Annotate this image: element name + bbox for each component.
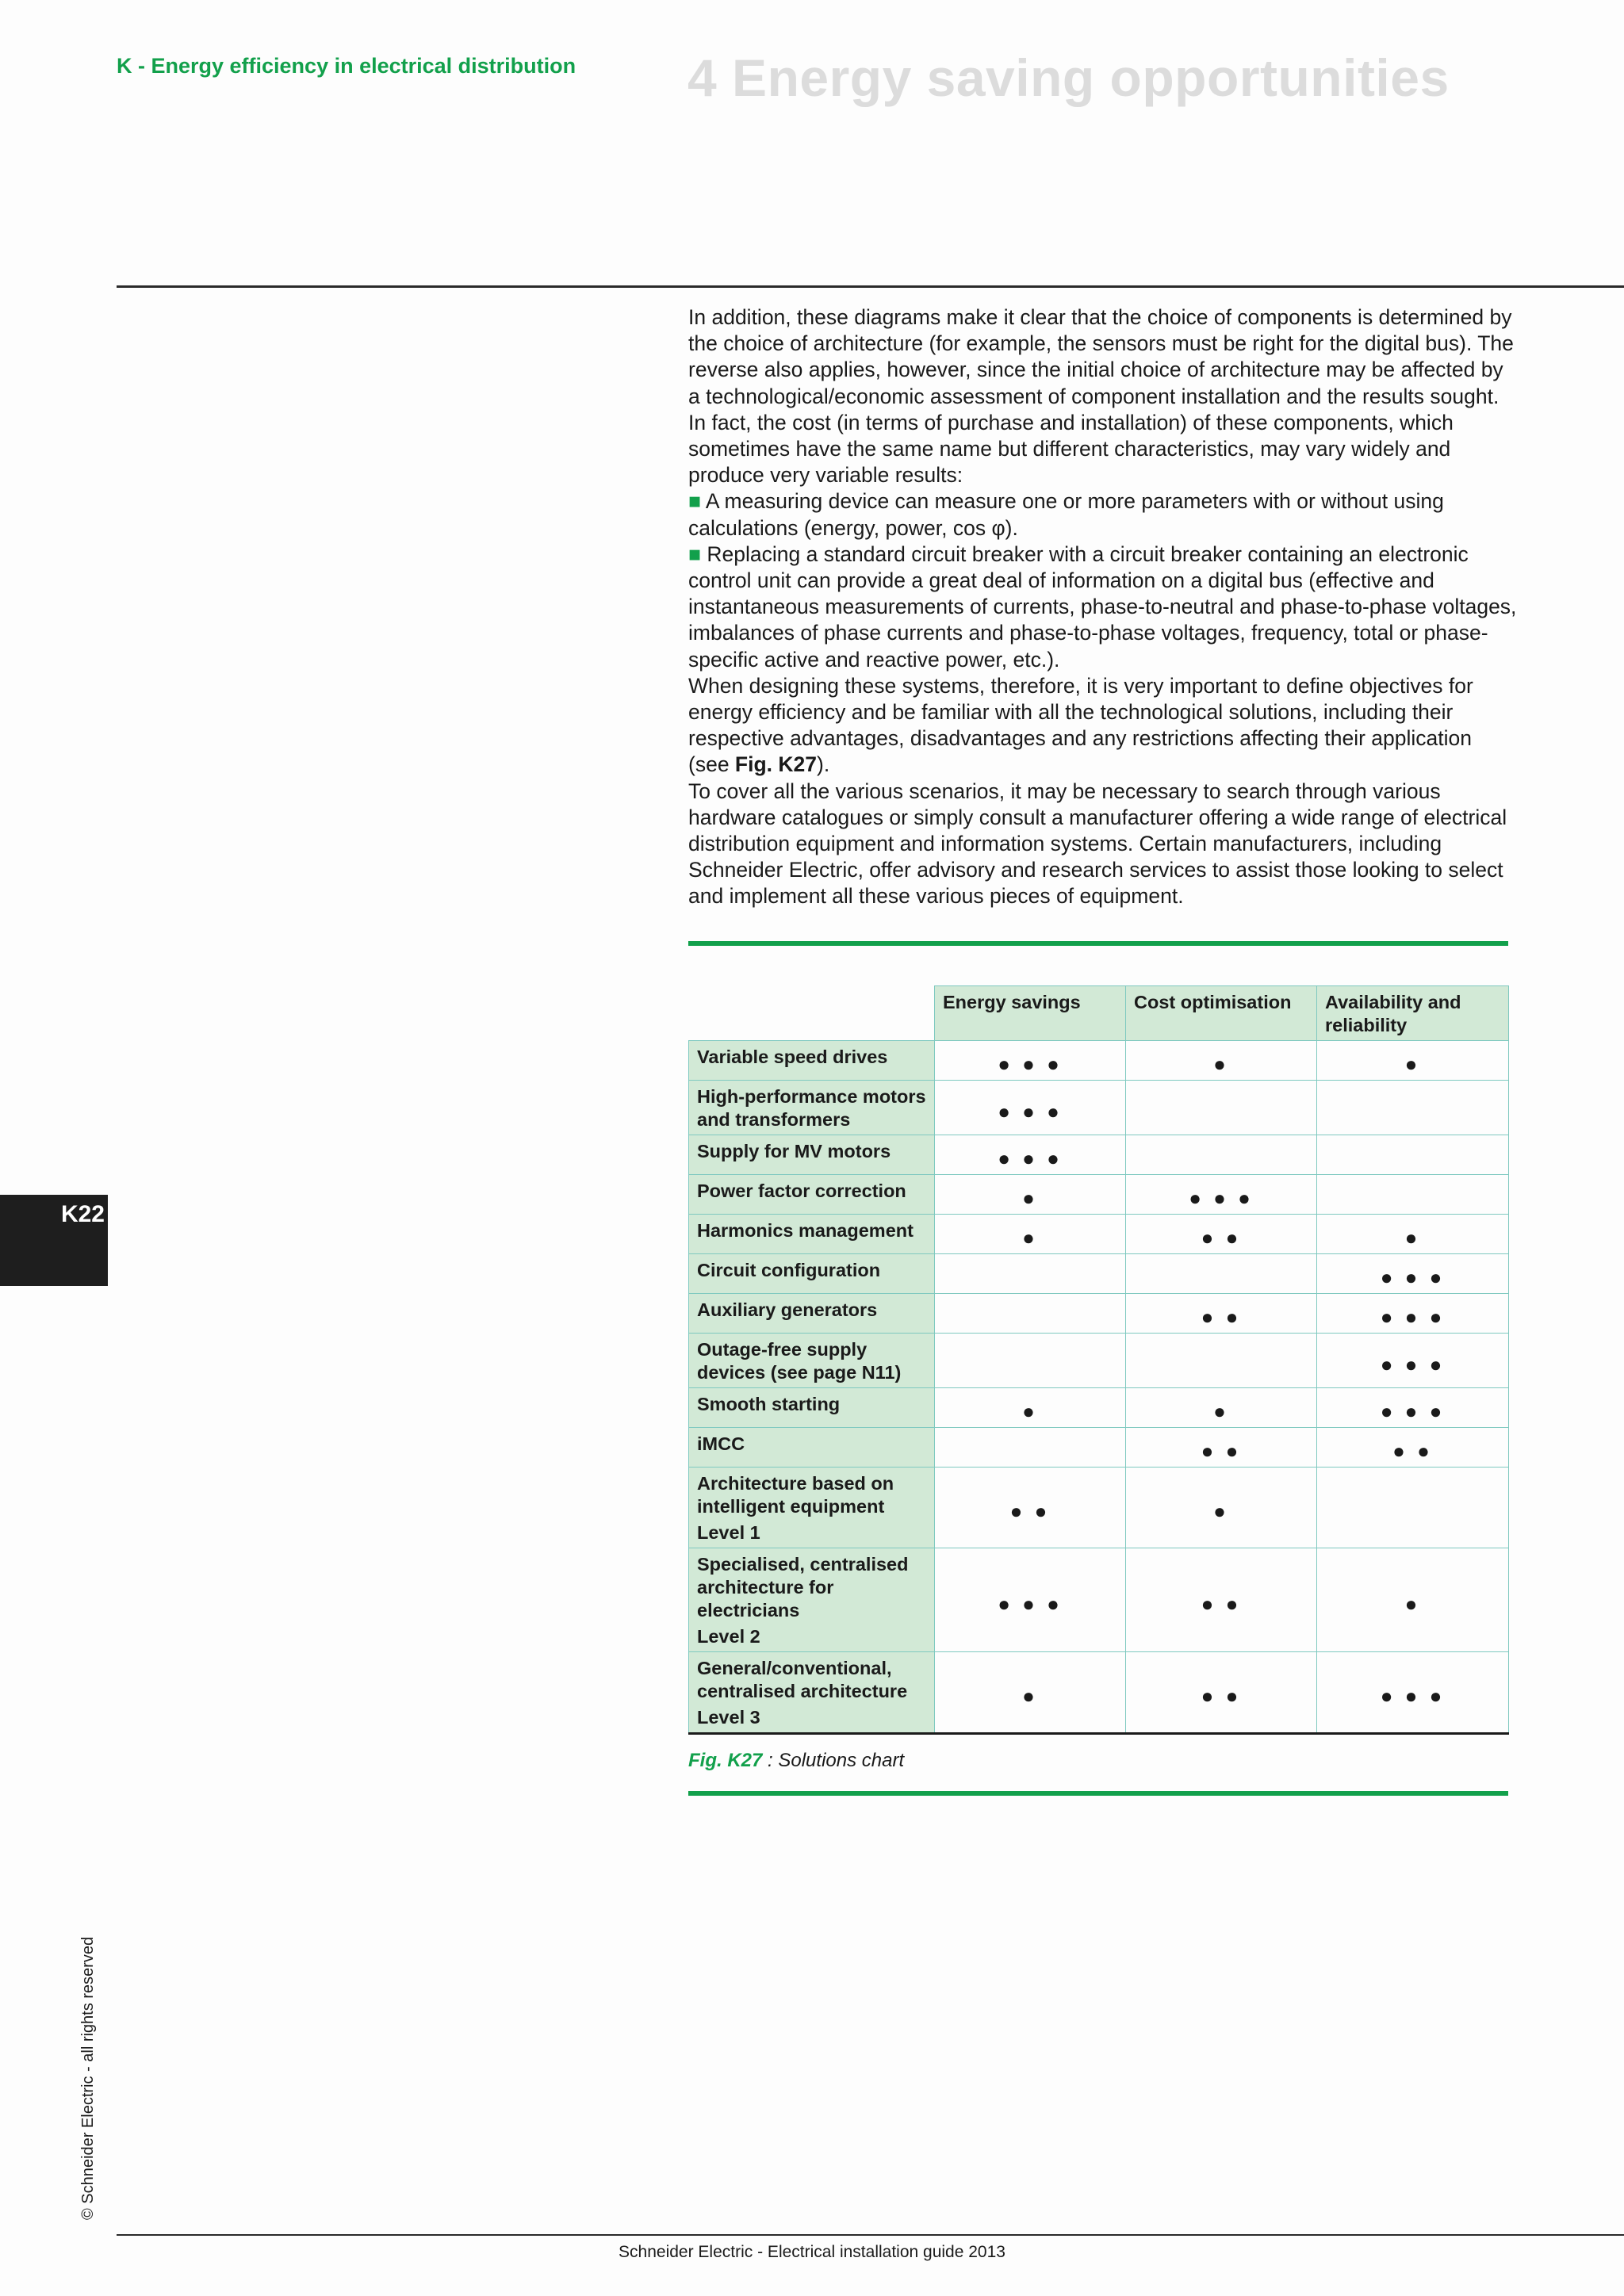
caption-ref: Fig. K27 <box>688 1750 763 1771</box>
column-header: Cost optimisation <box>1126 986 1317 1041</box>
row-level: Level 1 <box>697 1522 760 1543</box>
rating-cell: ● <box>1317 1041 1509 1081</box>
row-label <box>689 1135 935 1175</box>
rating-cell: ● <box>1317 1215 1509 1254</box>
rating-cell <box>1317 1081 1509 1135</box>
figure-top-rule <box>688 941 1508 946</box>
rating-cell <box>1126 1334 1317 1388</box>
rating-cell: ● ● ● <box>1317 1388 1509 1428</box>
figure-reference: Fig. K27 <box>734 752 817 777</box>
figure-caption <box>688 1750 904 1772</box>
row-label <box>689 1468 935 1548</box>
rating-cell: ● ● <box>1126 1428 1317 1468</box>
row-label <box>689 1215 935 1254</box>
footer-divider <box>117 2234 1624 2236</box>
rating-cell: ● <box>935 1175 1126 1215</box>
row-label <box>689 1652 935 1734</box>
rating-cell <box>935 1428 1126 1468</box>
rating-cell: ● <box>935 1652 1126 1734</box>
table-row <box>689 1334 1509 1388</box>
table-row <box>689 1548 1509 1652</box>
row-label <box>689 1294 935 1334</box>
row-label <box>689 1254 935 1294</box>
rating-cell: ● ● ● <box>935 1548 1126 1652</box>
rating-cell <box>935 1254 1126 1294</box>
row-level: Level 3 <box>697 1707 760 1728</box>
row-label-text: Outage-free supply devices (see page N11) <box>697 1339 902 1383</box>
row-label-text: iMCC <box>697 1433 745 1454</box>
table-row <box>689 1041 1509 1081</box>
row-label-text: High-performance motors and transformers <box>697 1086 926 1130</box>
column-header: Availability and reliability <box>1317 986 1509 1041</box>
rating-cell: ● <box>935 1215 1126 1254</box>
body-text <box>688 304 1517 910</box>
row-label-text: Specialised, centralised architecture for electricians <box>697 1554 909 1621</box>
rating-cell: ● ● <box>1126 1548 1317 1652</box>
bullet-item <box>688 541 1517 673</box>
page-footer <box>0 2243 1624 2262</box>
rating-cell: ● <box>1126 1468 1317 1548</box>
rating-cell <box>1317 1175 1509 1215</box>
row-label-text: Auxiliary generators <box>697 1299 878 1320</box>
header-divider <box>117 285 1624 288</box>
section-title: 4 Energy saving opportunities <box>688 48 1450 107</box>
copyright-notice: © Schneider Electric - all rights reserved <box>79 1936 97 2220</box>
row-label <box>689 1548 935 1652</box>
chapter-header: K - Energy efficiency in electrical distribution <box>117 54 576 78</box>
table-header-row <box>689 986 1509 1041</box>
header-corner <box>689 986 935 1041</box>
rating-cell <box>1317 1135 1509 1175</box>
table-row <box>689 1081 1509 1135</box>
page-tab: K22 <box>0 1195 108 1286</box>
row-label-text: Architecture based on intelligent equipment <box>697 1473 894 1517</box>
row-label-text: Harmonics management <box>697 1220 914 1241</box>
row-label <box>689 1175 935 1215</box>
rating-cell: ● <box>1126 1041 1317 1081</box>
rating-cell: ● ● ● <box>1317 1334 1509 1388</box>
rating-cell: ● ● <box>1126 1294 1317 1334</box>
rating-cell <box>1126 1254 1317 1294</box>
table-row <box>689 1388 1509 1428</box>
caption-text: : Solutions chart <box>762 1750 905 1771</box>
table-row <box>689 1468 1509 1548</box>
rating-cell: ● ● ● <box>1126 1175 1317 1215</box>
row-label <box>689 1334 935 1388</box>
row-label <box>689 1041 935 1081</box>
row-label <box>689 1428 935 1468</box>
row-label <box>689 1081 935 1135</box>
table-row <box>689 1175 1509 1215</box>
row-label <box>689 1388 935 1428</box>
rating-cell: ● ● ● <box>1317 1652 1509 1734</box>
solutions-table <box>688 985 1509 1735</box>
table-row <box>689 1652 1509 1734</box>
rating-cell <box>935 1294 1126 1334</box>
paragraph: In addition, these diagrams make it clear that the choice of components is determined by the choice of architecture (for example, the sensors must be right for the digital bus). The reverse also applies, however, since the initial choice of architecture may be affected by a technological/economic assessment of component installation and the results sought. In fact, the cost (in terms of purchase and installation) of these components, which sometimes have the same name but different characteristics, may vary widely and produce very variable results: <box>688 305 1514 488</box>
row-label-text: Supply for MV motors <box>697 1141 891 1161</box>
square-bullet-icon: ■ <box>688 489 702 514</box>
rating-cell <box>1317 1468 1509 1548</box>
table-row <box>689 1254 1509 1294</box>
paragraph-text: When designing these systems, therefore, it is very important to define objectives for energy efficiency and be familiar with all the technological solutions, including their respective advantages, disadvantages and any restrictions affecting their application (see <box>688 673 1473 777</box>
rating-cell: ● <box>935 1388 1126 1428</box>
rating-cell: ● ● ● <box>935 1041 1126 1081</box>
rating-cell: ● ● ● <box>1317 1254 1509 1294</box>
row-label-text: Smooth starting <box>697 1394 841 1414</box>
row-label-text: General/conventional, centralised architecture <box>697 1658 908 1701</box>
table-row <box>689 1135 1509 1175</box>
row-label-text: Circuit configuration <box>697 1260 881 1280</box>
rating-cell: ● ● ● <box>935 1135 1126 1175</box>
row-label-text: Power factor correction <box>697 1181 906 1201</box>
table-row <box>689 1428 1509 1468</box>
bullet-text: A measuring device can measure one or more parameters with or without using calculations (energy, power, cos φ). <box>688 489 1444 540</box>
paragraph <box>688 673 1517 779</box>
square-bullet-icon: ■ <box>688 541 702 566</box>
footer-text: Schneider Electric - Electrical installation guide 2013 <box>619 2243 1005 2261</box>
rating-cell <box>1126 1081 1317 1135</box>
rating-cell: ● ● <box>935 1468 1126 1548</box>
figure-bottom-rule <box>688 1791 1508 1796</box>
rating-cell: ● ● <box>1317 1428 1509 1468</box>
rating-cell: ● ● ● <box>935 1081 1126 1135</box>
row-label-text: Variable speed drives <box>697 1047 888 1067</box>
row-level: Level 2 <box>697 1626 760 1647</box>
rating-cell: ● <box>1317 1548 1509 1652</box>
paragraph: To cover all the various scenarios, it may be necessary to search through various hardware catalogues or simply consult a manufacturer offering a wide range of electrical distribution equipment and information systems. Certain manufacturers, including Schneider Electric, offer advisory and research services to assist those looking to select and implement all these various pieces of equipment. <box>688 779 1507 909</box>
rating-cell: ● <box>1126 1388 1317 1428</box>
bullet-item <box>688 488 1517 541</box>
rating-cell: ● ● <box>1126 1215 1317 1254</box>
rating-cell: ● ● <box>1126 1652 1317 1734</box>
paragraph-text: ). <box>817 752 830 777</box>
table-row <box>689 1294 1509 1334</box>
column-header: Energy savings <box>935 986 1126 1041</box>
table-row <box>689 1215 1509 1254</box>
rating-cell <box>1126 1135 1317 1175</box>
bullet-text: Replacing a standard circuit breaker with a circuit breaker containing an electronic control unit can provide a great deal of information on a digital bus (effective and instantaneous measurements of currents, phase-to-neutral and phase-to-phase voltages, imbalances of phase currents and phase-to-phase voltages, frequency, total or phase-specific active and reactive power, etc.). <box>688 541 1517 672</box>
rating-cell: ● ● ● <box>1317 1294 1509 1334</box>
rating-cell <box>935 1334 1126 1388</box>
